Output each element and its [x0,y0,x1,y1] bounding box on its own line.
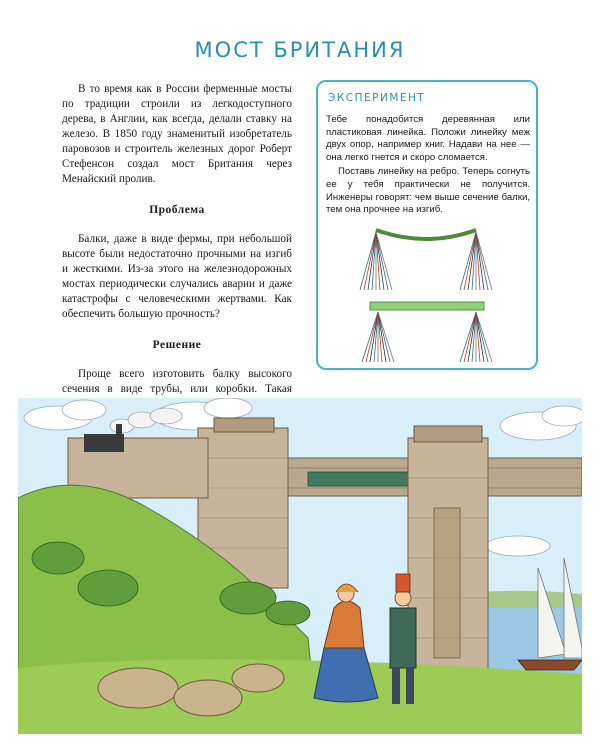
intro-paragraph: В то время как в России ферменные мосты по традиции строили из легкодоступного дерева, в Англии, как всегда, делали ставку на железо. В 1850 году знаменитый изобретатель паровозов и строитель железных дорог Роберт Стефенсон создал мост Британия через Менайский пролив. [62,83,292,185]
ruler-on-edge [370,302,484,310]
main-text-column [62,82,292,412]
locomotive [84,434,124,452]
book-stack-left-2 [362,312,394,362]
britannia-bridge-illustration [18,398,582,734]
page-title: МОСТ БРИТАНИЯ [194,38,406,62]
experiment-paragraph-1: Тебе понадобится деревянная или пластиковая линейка. Положи линейку меж двух опор, например книг. Надави на нее — она легко гнется и скоро сломается. [326,114,530,163]
experiment-title: ЭКСПЕРИМЕНТ [328,92,426,104]
problem-paragraph: Балки, даже в виде фермы, при небольшой высоте были недостаточно прочными на изгиб и жесткими. Из-за этого на железнодорожных мостах периодически случались аварии и даже катастрофы с человеческими жертвами. Как обеспечить большую прочность? [62,233,292,320]
solution-text: Проще всего изготовить балку высокого сечения в виде трубы, или коробки. Такая [62,368,292,395]
bent-ruler [376,230,476,239]
ruler-experiment-illustration [318,82,536,368]
book-stack-left [360,232,392,290]
book-stack-right [460,232,492,290]
book-stack-right-2 [460,312,492,362]
problem-heading: Проблема [149,204,205,216]
experiment-paragraph-2: Поставь линейку на ребро. Теперь согнуть ее у тебя практически не получится. Инженеры говорят: чем выше сечение балки, тем она прочнее на изгиб. [326,166,530,216]
solution-heading: Решение [152,339,202,351]
experiment-box [316,80,538,370]
